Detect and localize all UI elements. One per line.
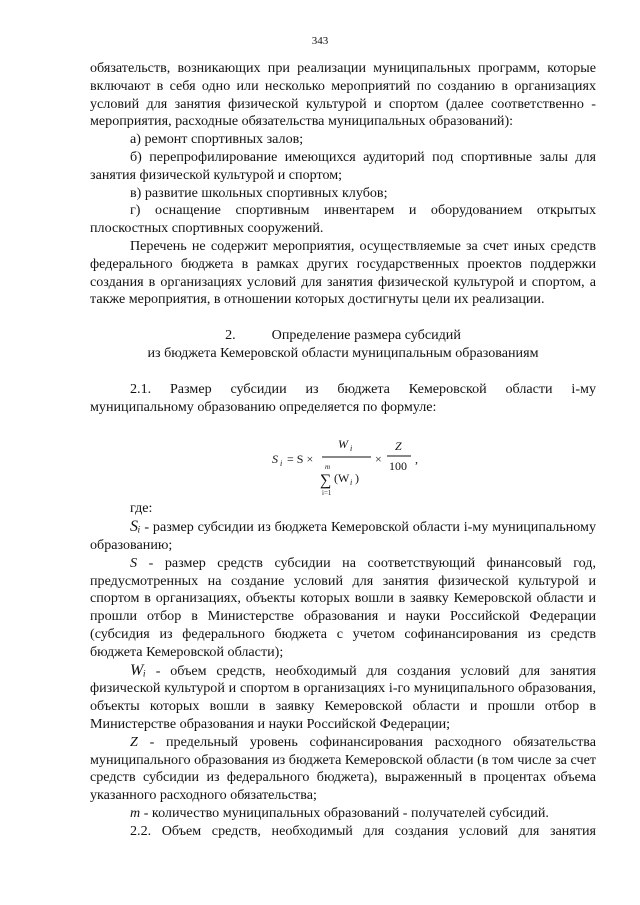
definition-s-text: - размер средств субсидии на соответствующий финансовый год, предусмотренных на создание условий для занятия физической культурой и спортом в организациях, объекты которых вошли в заявку Кемеровской области и прошли отбор в Министерстве образования и науки Российской Федерации (субсидия из федерального бюджета с учетом софинансирования из средств бюджета Кемеровской области); [90,554,596,660]
definition-s-symbol: S [130,554,138,571]
definition-si-text: - размер субсидии из бюджета Кемеровской области i-му муниципальному образованию; [90,519,596,553]
formula-den-w-sub: i [350,478,353,488]
definition-z-text: - предельный уровень софинансирования расходного обязательства муниципального образования из бюджета Кемеровской области (в том числе за счет средств субсидии из федерального бюджета), выраженный в процентах объема указанного расходного обязательства; [90,733,596,804]
intro-paragraph: обязательств, возникающих при реализации муниципальных программ, которые включают в себя одно или несколько мероприятий по созданию в организациях условий для занятия физической культурой и спортом (далее соответственно - мероприятия, расходные обязательства муниципальных образований): [90,60,596,130]
formula-eq-s: = S × [287,452,314,467]
definition-m-symbol: m [130,804,141,821]
list-item-g: г) оснащение спортивным инвентарем и оборудованием открытых плоскостных спортивных сооружений. [90,202,596,237]
section-number: 2. [225,327,236,344]
clause-2-1: 2.1. Размер субсидии из бюджета Кемеровской области i-му муниципальному образованию определяется по формуле: [90,380,596,415]
definition-m-text: - количество муниципальных образований - получателей субсидий. [143,804,549,821]
section-heading-line1 [90,327,596,345]
list-item-b: б) перепрофилирование имеющихся аудиторий под спортивные залы для занятия физической культурой и спортом; [90,148,596,183]
exclusion-paragraph: Перечень не содержит мероприятия, осуществляемые за счет иных средств федерального бюджета в рамках других государственных проектов поддержки создания в организациях условий для занятия физической культурой и спортом, а также мероприятия, в отношении которых достигнуты цели их реализации. [90,237,596,308]
formula-sum-top: m [325,463,331,472]
formula-times: × [375,452,382,467]
formula-lhs: S [272,452,278,467]
page-number: 343 [311,35,329,47]
list-item-a: а) ремонт спортивных залов; [130,131,304,148]
subsidy-formula [90,416,596,500]
formula-graphic [270,426,440,502]
formula-lhs-sub: i [280,459,283,469]
definition-wi-text: - объем средств, необходимый для создания условий для занятия физической культурой и спортом в организациях i-го муниципального образования, объекты которых вошли в заявку Кемеровской области и прошли отбор в Министерстве образования и науки Российской Федерации; [90,662,596,732]
list-item-v: в) развитие школьных спортивных клубов; [130,184,388,201]
formula-comma: , [415,452,418,467]
definition-z-symbol: Z [130,733,138,750]
where-label: где: [130,500,153,517]
definition-si [90,518,596,555]
formula-sum-sign: ∑ [320,472,332,490]
definition-wi-symbol: Wᵢ [130,661,146,679]
section-heading-line2: из бюджета Кемеровской области муниципальным образованиям [147,344,539,361]
formula-num-w-sub: i [350,444,353,454]
formula-den-w: (W [334,471,350,486]
definition-si-symbol: Sᵢ [130,518,141,536]
definition-s [90,555,596,662]
definition-m [90,805,596,823]
section-title: Определение размера субсидий [271,327,461,344]
definition-z [90,734,596,805]
formula-num-w: W [338,437,348,452]
formula-z: Z [395,439,402,454]
clause-2-2: 2.2. Объем средств, необходимый для создания условий для занятия [130,822,596,839]
document-body [90,60,596,840]
formula-sum-bottom: i=1 [322,489,332,498]
formula-den-close: ) [355,471,359,486]
formula-hundred: 100 [389,459,407,474]
definition-wi [90,662,596,734]
